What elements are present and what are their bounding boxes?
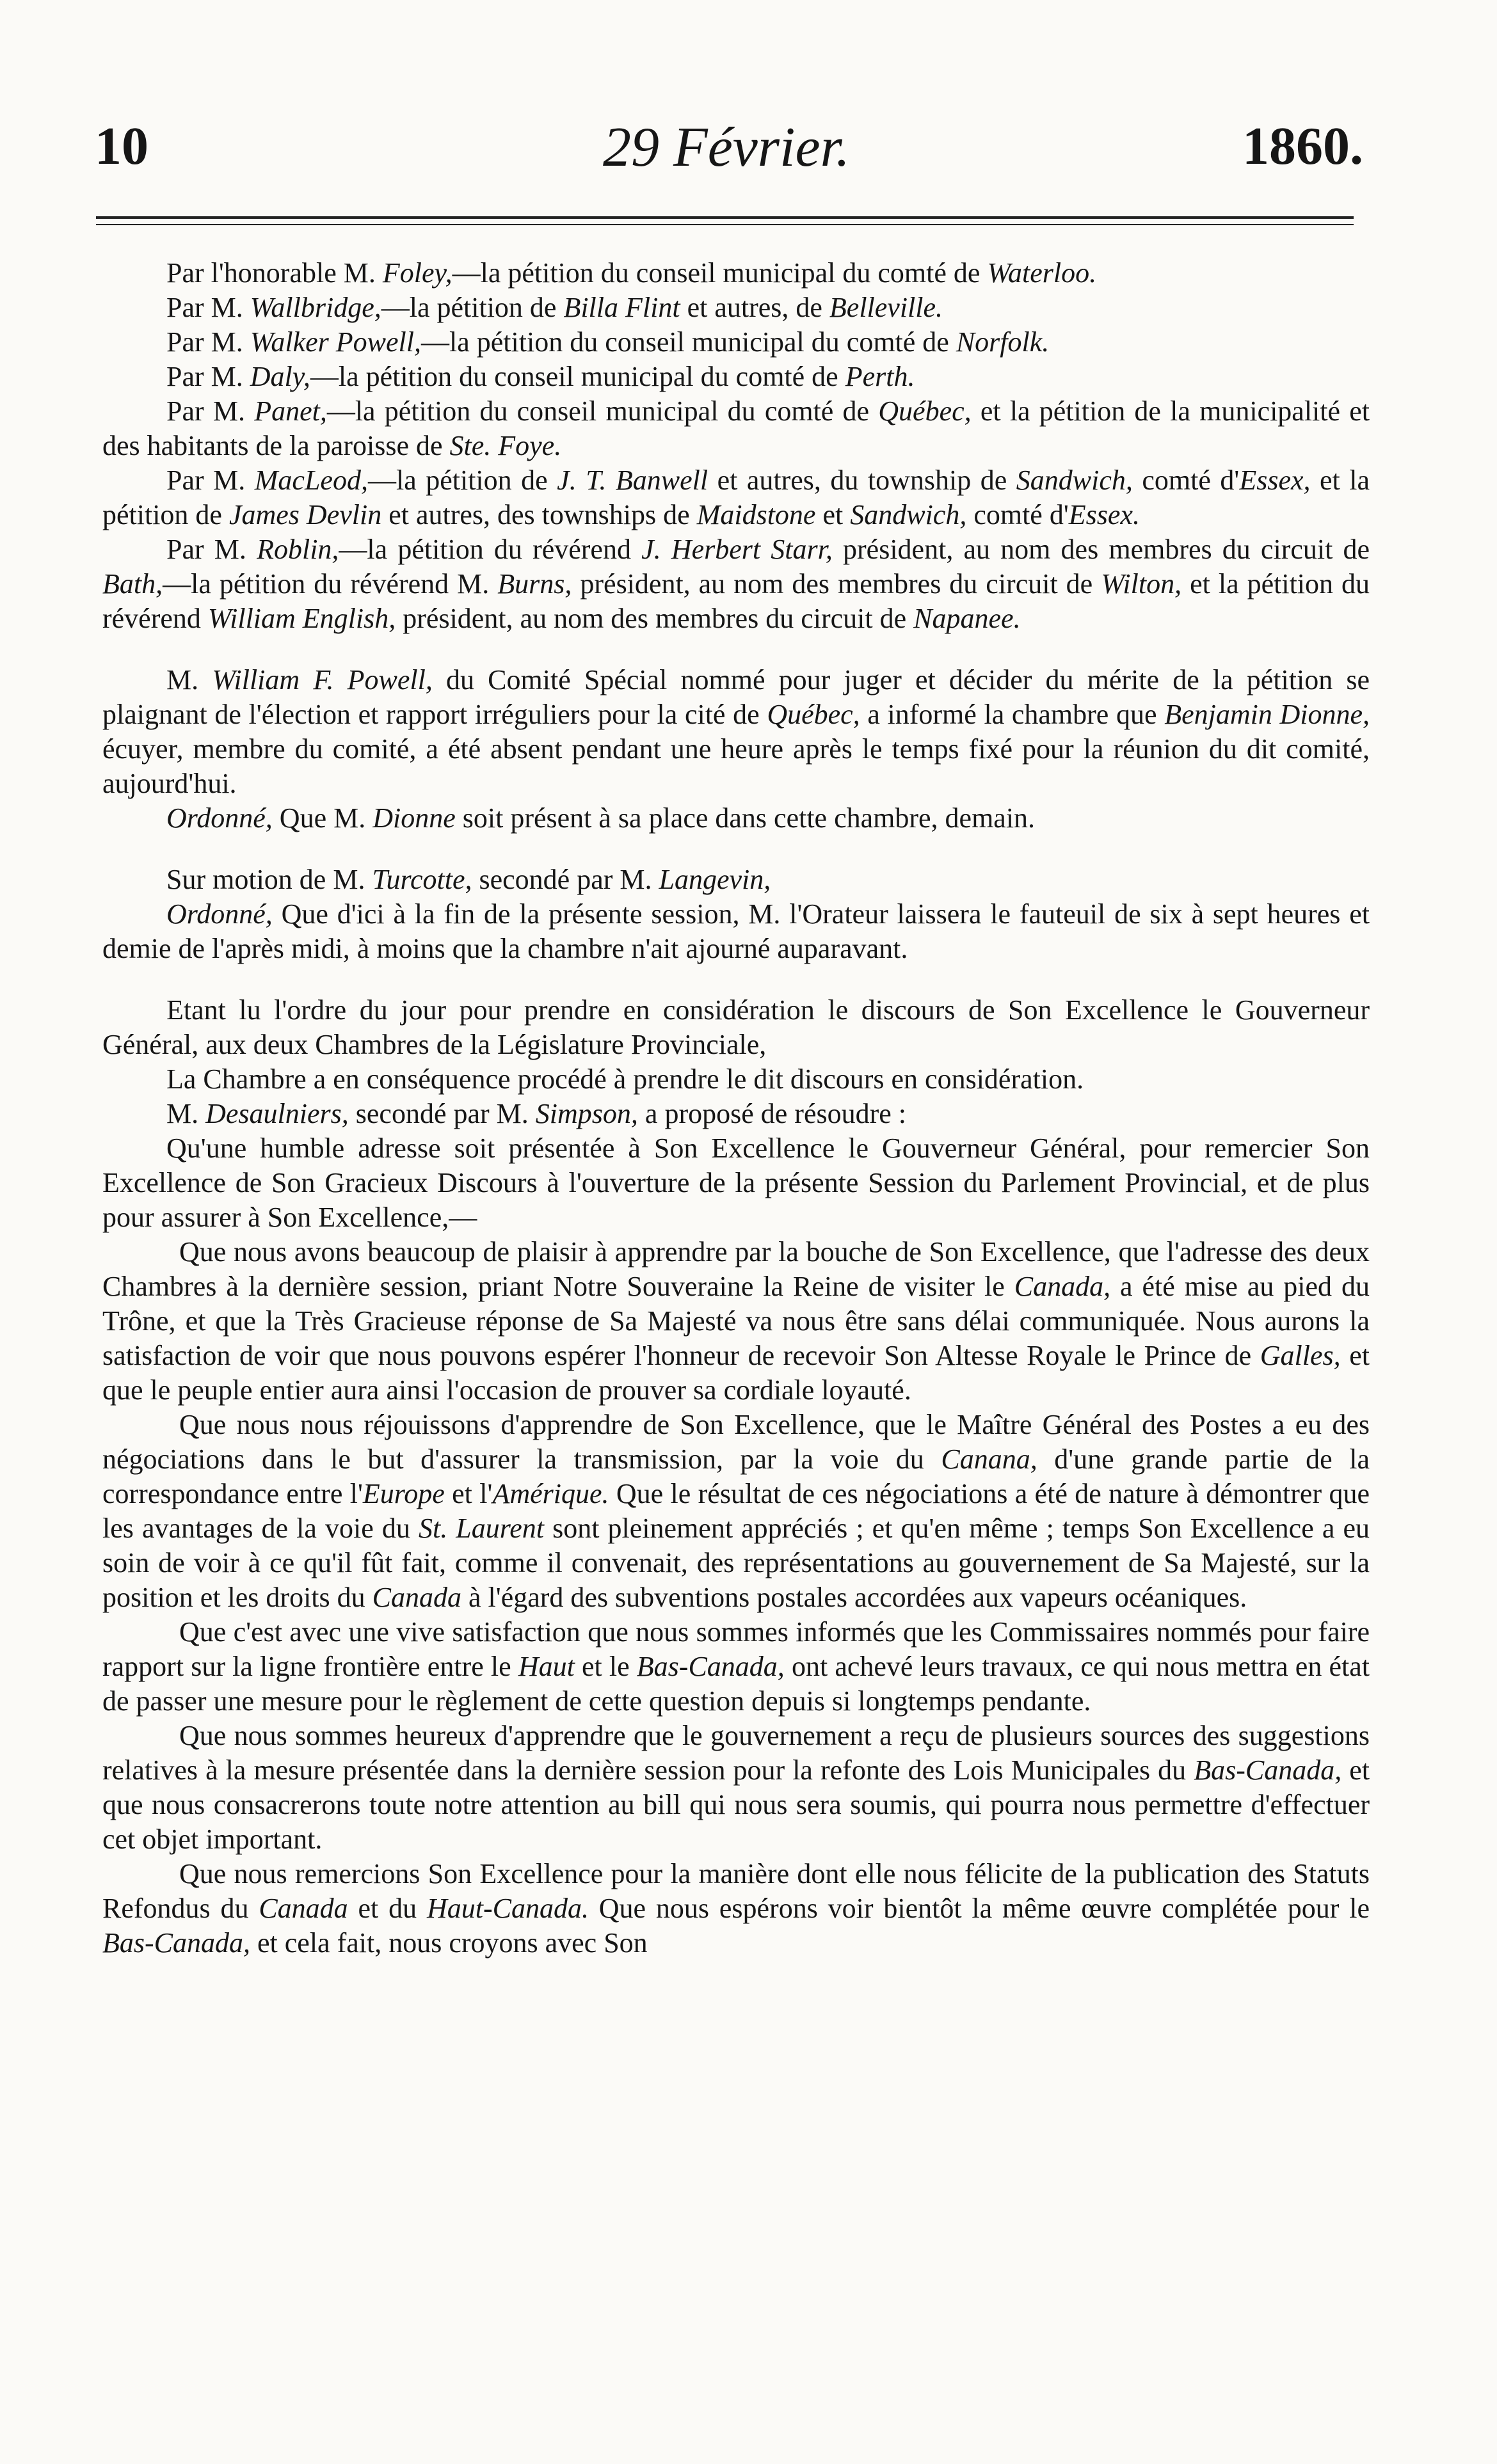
italic-text: J. T. Banwell <box>557 465 708 496</box>
text-run: Par l'honorable M. <box>166 257 383 289</box>
italic-text: Essex, <box>1239 465 1311 496</box>
italic-text: Dionne <box>372 802 456 834</box>
italic-text: Sandwich, <box>1016 465 1133 496</box>
text-run: comté d' <box>966 499 1069 530</box>
italic-text: Waterloo. <box>987 257 1097 289</box>
text-run: secondé par M. <box>348 1098 536 1129</box>
text-run: et la pétition de la municipalité et des habitants de la paroisse de <box>102 395 1370 461</box>
italic-text: Essex. <box>1068 499 1140 530</box>
italic-text: Ordonné, <box>166 802 273 834</box>
paragraph <box>102 290 1370 325</box>
paragraph <box>102 1062 1370 1097</box>
text-run: Que M. <box>272 802 373 834</box>
italic-text: Canada <box>372 1582 462 1613</box>
italic-text: Haut-Canada. <box>426 1893 589 1924</box>
italic-text: James Devlin <box>228 499 382 530</box>
text-run: et autres, des townships de <box>381 499 697 530</box>
paragraph <box>102 394 1370 463</box>
page-body <box>102 256 1370 1960</box>
paragraph <box>102 663 1370 801</box>
paragraph <box>102 1097 1370 1131</box>
italic-text: Europe <box>362 1478 445 1509</box>
text-run: Par M. <box>166 326 250 358</box>
text-run: —la pétition du conseil municipal du comté de <box>452 257 988 289</box>
paragraph <box>102 256 1370 290</box>
text-run: M. <box>166 664 212 695</box>
text-run: comté d' <box>1132 465 1240 496</box>
italic-text: Maidstone <box>696 499 816 530</box>
italic-text: Norfolk. <box>956 326 1050 358</box>
paragraph <box>102 360 1370 394</box>
italic-text: Desaulniers, <box>205 1098 349 1129</box>
italic-text: Benjamin Dionne, <box>1164 699 1370 730</box>
text-run: a informé la chambre que <box>860 699 1165 730</box>
header-rule-thin <box>96 224 1354 225</box>
italic-text: Walker Powell, <box>250 326 422 358</box>
italic-text: Galles, <box>1260 1340 1341 1371</box>
italic-text: Canada, <box>1014 1271 1111 1302</box>
text-run: et autres, du township de <box>708 465 1016 496</box>
italic-text: Billa Flint <box>563 292 680 323</box>
text-run: Que le résultat de ces négociations a été de nature à démontrer que les avantages de la voie du <box>102 1478 1370 1544</box>
paragraph <box>102 801 1370 836</box>
text-run: du Comité Spécial nommé pour juger et décider du mérite de la pétition se plaignant de l'élection et rapport irréguliers pour la cité de <box>102 664 1370 730</box>
text-run: —la pétition du conseil municipal du comté de <box>421 326 956 358</box>
italic-text: Burns, <box>497 568 572 600</box>
text-run: Que nous nous réjouissons d'apprendre de Son Excellence, que le Maître Général des Postes a eu des négociations dans le but d'assurer la transmission, par la voie du <box>102 1409 1370 1475</box>
paragraph <box>102 1857 1370 1960</box>
italic-text: Haut <box>518 1651 575 1682</box>
paragraph <box>102 1408 1370 1615</box>
italic-text: J. Herbert Starr, <box>641 534 833 565</box>
page-year: 1860. <box>1242 116 1363 176</box>
text-run: et cela fait, nous croyons avec Son <box>250 1927 648 1959</box>
text-run: et que le peuple entier aura ainsi l'occasion de prouver sa cordiale loyauté. <box>102 1340 1370 1406</box>
paragraph <box>102 993 1370 1062</box>
italic-text: Roblin, <box>257 534 339 565</box>
italic-text: Langevin, <box>659 864 771 895</box>
italic-text: Québec, <box>767 699 860 730</box>
italic-text: William English, <box>207 603 396 634</box>
text-run: Par M. <box>166 395 255 427</box>
paragraph <box>102 897 1370 966</box>
paragraph <box>102 325 1370 360</box>
italic-text: Wallbridge, <box>250 292 381 323</box>
text-run: Par M. <box>166 465 255 496</box>
text-run: président, au nom des membres du circuit de <box>396 603 914 634</box>
italic-text: Sandwich, <box>850 499 967 530</box>
text-run: Que nous espérons voir bientôt la même œuvre complétée pour le <box>588 1893 1370 1924</box>
text-run: —la pétition de <box>367 465 557 496</box>
text-run: —la pétition du conseil municipal du comté de <box>326 395 879 427</box>
text-run: et le <box>574 1651 637 1682</box>
text-run: —la pétition du conseil municipal du comté de <box>310 361 845 392</box>
italic-text: Canada <box>259 1893 348 1924</box>
text-run: M. <box>166 1098 206 1129</box>
text-run: Que nous avons beaucoup de plaisir à apprendre par la bouche de Son Excellence, que l'adresse des deux Chambres à la dernière session, priant Notre Souveraine la Reine de visiter le <box>102 1236 1370 1302</box>
header-rule-thick <box>96 216 1354 219</box>
text-run: et du <box>348 1893 427 1924</box>
page-number: 10 <box>95 116 148 176</box>
italic-text: Panet, <box>254 395 327 427</box>
text-run: Que nous remercions Son Excellence pour la manière dont elle nous félicite de la publication des Statuts Refondus du <box>102 1858 1370 1924</box>
italic-text: Ste. Foye. <box>449 430 562 461</box>
text-run: Que d'ici à la fin de la présente session, M. l'Orateur laissera le fauteuil de six à sept heures et demie de l'après midi, à moins que la chambre n'ait ajourné auparavant. <box>102 898 1370 964</box>
italic-text: Perth. <box>845 361 915 392</box>
text-run: Par M. <box>166 534 257 565</box>
text-run: et la pétition de <box>102 465 1370 530</box>
italic-text: Wilton, <box>1101 568 1182 600</box>
italic-text: MacLeod, <box>254 465 368 496</box>
text-run: président, au nom des membres du circuit de <box>832 534 1370 565</box>
italic-text: Amérique. <box>492 1478 609 1509</box>
text-run: Par M. <box>166 292 250 323</box>
italic-text: Québec, <box>878 395 972 427</box>
text-run: et <box>815 499 851 530</box>
text-run: Que c'est avec une vive satisfaction que nous sommes informés que les Commissaires nommés pour faire rapport sur la ligne frontière entre le <box>102 1616 1370 1682</box>
text-run: —la pétition du révérend M. <box>163 568 498 600</box>
italic-text: Bath, <box>102 568 163 600</box>
paragraph <box>102 862 1370 897</box>
italic-text: Canana, <box>941 1443 1037 1475</box>
text-run: Qu'une humble adresse soit présentée à Son Excellence le Gouverneur Général, pour remercier Son Excellence de Son Gracieux Discours à l'ouverture de la présente Session du Parlement Provincial, et de plus pour assurer à Son Excellence,— <box>102 1133 1370 1233</box>
paragraph <box>102 532 1370 636</box>
text-run: écuyer, membre du comité, a été absent pendant une heure après le temps fixé pour la réunion du dit comité, aujourd'hui. <box>102 733 1370 799</box>
text-run: d'une grande partie de la correspondance entre l' <box>102 1443 1370 1509</box>
paragraph <box>102 463 1370 532</box>
italic-text: Foley, <box>382 257 452 289</box>
text-run: La Chambre a en conséquence procédé à prendre le dit discours en considération. <box>166 1063 1084 1095</box>
italic-text: Simpson, <box>535 1098 638 1129</box>
text-run: sont pleinement appréciés ; et qu'en même ; temps Son Excellence a eu soin de voir à ce qu'il fût fait, comme il convenait, des représentations au gouvernement de Sa Majesté, sur la position et les droits du <box>102 1513 1370 1613</box>
text-run: a proposé de résoudre : <box>637 1098 906 1129</box>
text-run: et que nous consacrerons toute notre attention au bill qui nous sera soumis, qui pourra nous permettre d'effectuer cet objet important. <box>102 1754 1370 1855</box>
text-run: et la pétition du révérend <box>102 568 1370 634</box>
italic-text: Bas-Canada, <box>636 1651 785 1682</box>
text-run: et autres, de <box>680 292 829 323</box>
italic-text: William F. Powell, <box>212 664 433 695</box>
italic-text: St. Laurent <box>418 1513 545 1544</box>
text-run: Etant lu l'ordre du jour pour prendre en considération le discours de Son Excellence le Gouverneur Général, aux deux Chambres de la Législature Provinciale, <box>102 994 1370 1060</box>
italic-text: Turcotte, <box>372 864 472 895</box>
paragraph <box>102 1615 1370 1719</box>
italic-text: Ordonné, <box>166 898 273 930</box>
text-run: Par M. <box>166 361 250 392</box>
text-run: —la pétition du révérend <box>339 534 642 565</box>
text-run: —la pétition de <box>381 292 564 323</box>
paragraph <box>102 1719 1370 1857</box>
italic-text: Belleville. <box>829 292 943 323</box>
italic-text: Bas-Canada, <box>102 1927 250 1959</box>
text-run: ont achevé leurs travaux, ce qui nous mettra en état de passer une mesure pour le règlement de cette question depuis si longtemps pendante. <box>102 1651 1370 1717</box>
italic-text: Napanee. <box>913 603 1021 634</box>
paragraph <box>102 1235 1370 1408</box>
text-run: Que nous sommes heureux d'apprendre que le gouvernement a reçu de plusieurs sources des suggestions relatives à la mesure présentée dans la dernière session pour la refonte des Lois Municipales du <box>102 1720 1370 1786</box>
text-run: soit présent à sa place dans cette chambre, demain. <box>455 802 1036 834</box>
text-run: et l' <box>444 1478 493 1509</box>
italic-text: Bas-Canada, <box>1194 1754 1342 1786</box>
text-run: président, au nom des membres du circuit de <box>572 568 1101 600</box>
text-run: a été mise au pied du Trône, et que la Très Gracieuse réponse de Sa Majesté va nous être sans délai communiquée. Nous aurons la satisfaction de voir que nous pouvons espérer l'honneur de recevoir Son Altesse Royale le Prince de <box>102 1271 1370 1371</box>
text-run: secondé par M. <box>472 864 659 895</box>
page-header <box>90 115 1363 192</box>
text-run: à l'égard des subventions postales accordées aux vapeurs océaniques. <box>461 1582 1247 1613</box>
page-date: 29 Février. <box>602 116 851 179</box>
text-run: Sur motion de M. <box>166 864 372 895</box>
paragraph <box>102 1131 1370 1235</box>
italic-text: Daly, <box>250 361 310 392</box>
